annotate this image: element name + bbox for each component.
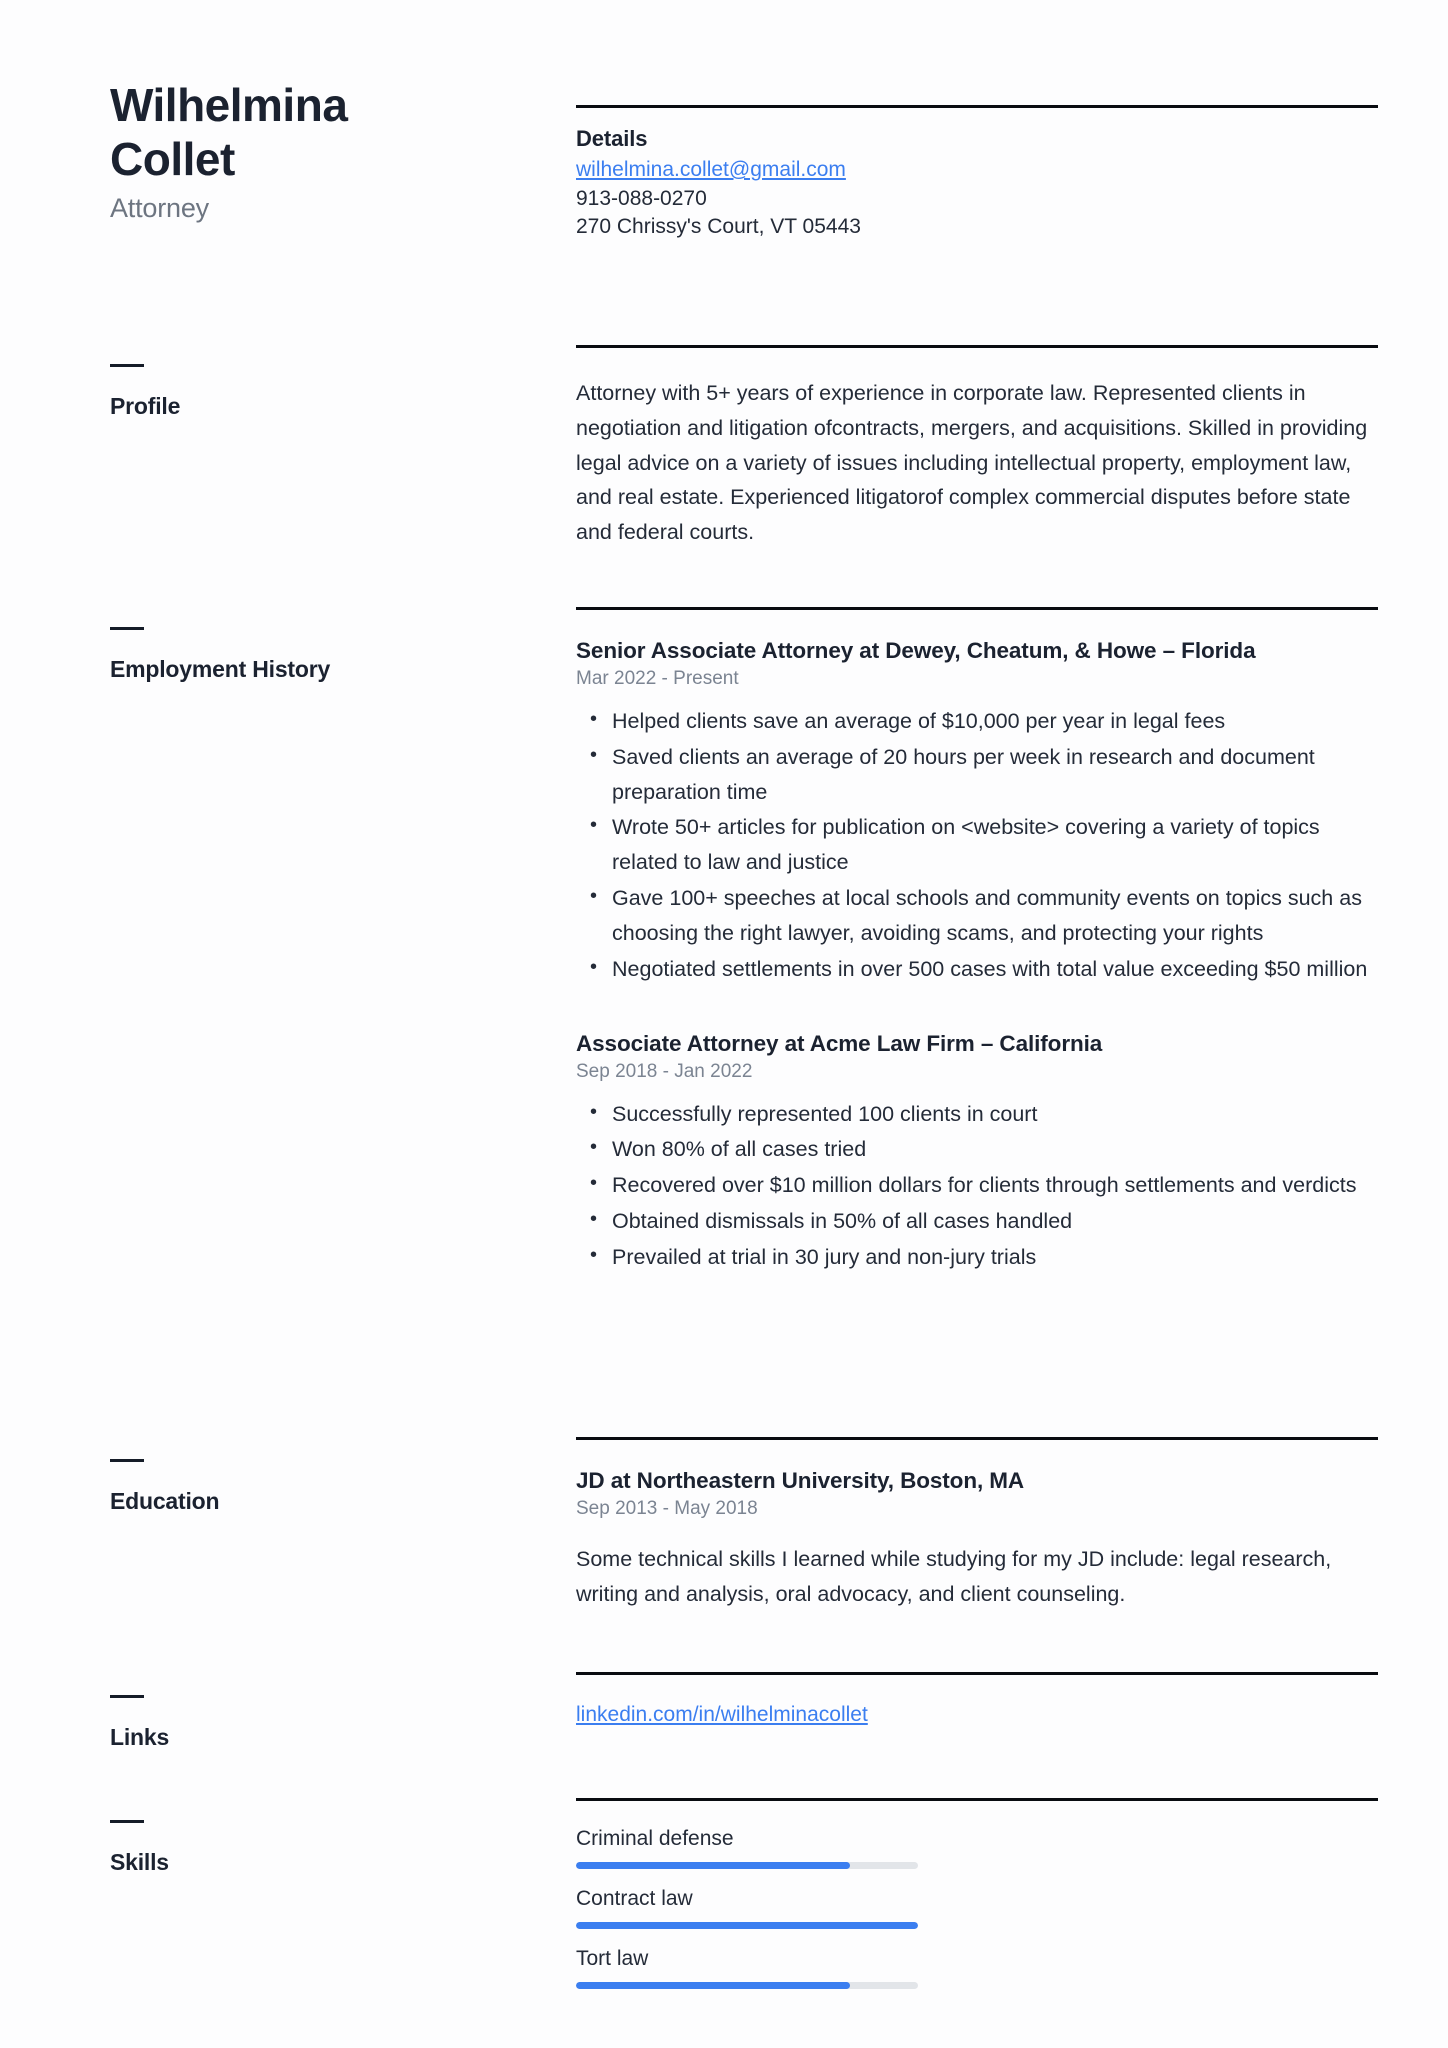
skill-label: Criminal defense xyxy=(576,1827,734,1850)
section-divider xyxy=(576,607,1378,610)
list-item: • Negotiated settlements in over 500 cases with total value exceeding $50 million xyxy=(612,952,1378,987)
list-item: • Successfully represented 100 clients in court xyxy=(612,1097,1378,1132)
candidate-role: Attorney xyxy=(110,192,209,223)
details-phone: 913-088-0270 xyxy=(576,186,707,210)
list-item: • Prevailed at trial in 30 jury and non-jury trials xyxy=(612,1240,1378,1275)
candidate-name-line-1: Wilhelmina xyxy=(110,79,348,131)
sidebar-label-profile: Profile xyxy=(110,393,181,419)
education-title: JD at Northeastern University, Boston, MA xyxy=(576,1468,1025,1493)
details-section xyxy=(576,105,1378,241)
employment-entry xyxy=(576,638,1378,987)
section-divider xyxy=(576,345,1378,348)
education-section xyxy=(576,1437,1378,1612)
resume-header xyxy=(110,78,530,224)
list-item: • Helped clients save an average of $10,000 per year in legal fees xyxy=(612,704,1378,739)
list-item: • Obtained dismissals in 50% of all cases handled xyxy=(612,1204,1378,1239)
candidate-name-line-2: Collet xyxy=(110,133,235,186)
details-title: Details xyxy=(576,126,648,151)
skill-item xyxy=(576,1947,918,1989)
job-title: Senior Associate Attorney at Dewey, Cheatum, & Howe – Florida xyxy=(576,638,1256,663)
skills-list xyxy=(576,1827,1378,1989)
sidebar-item-skills xyxy=(110,1820,510,1876)
list-item: • Gave 100+ speeches at local schools and community events on topics such as choosing the right lawyer, avoiding scams, and protecting your rights xyxy=(612,881,1378,951)
skill-progress-fill xyxy=(576,1922,918,1929)
skill-progress-fill xyxy=(576,1862,850,1869)
skill-item xyxy=(576,1887,918,1929)
section-dash-icon xyxy=(110,1459,144,1462)
section-dash-icon xyxy=(110,627,144,630)
links-section xyxy=(576,1672,1378,1730)
profile-text: Attorney with 5+ years of experience in corporate law. Represented clients in negotiation and litigation ofcontracts, mergers, and acquisitions. Skilled in providing legal advice on a variety of issues including intellectual property, employment law, and real estate. Experienced litigatorof complex commercial disputes before state and federal courts. xyxy=(576,381,1368,545)
sidebar-label-education: Education xyxy=(110,1488,220,1514)
sidebar-label-skills: Skills xyxy=(110,1849,169,1875)
profile-section xyxy=(576,345,1378,550)
linkedin-link[interactable]: linkedin.com/in/wilhelminacollet xyxy=(576,1703,868,1726)
skill-label: Tort law xyxy=(576,1947,649,1970)
skill-item xyxy=(576,1827,918,1869)
section-divider xyxy=(576,105,1378,108)
list-item: • Recovered over $10 million dollars for clients through settlements and verdicts xyxy=(612,1168,1378,1203)
list-item: • Saved clients an average of 20 hours per week in research and document preparation time xyxy=(612,740,1378,810)
skills-section xyxy=(576,1798,1378,2007)
job-date: Mar 2022 - Present xyxy=(576,668,739,689)
section-divider xyxy=(576,1798,1378,1801)
section-dash-icon xyxy=(110,364,144,367)
job-date: Sep 2018 - Jan 2022 xyxy=(576,1060,753,1082)
sidebar-item-profile xyxy=(110,364,510,420)
list-item: • Wrote 50+ articles for publication on <website> covering a variety of topics related to law and justice xyxy=(612,810,1378,880)
section-dash-icon xyxy=(110,1695,144,1698)
education-description: Some technical skills I learned while studying for my JD include: legal research, writing and analysis, oral advocacy, and client counseling. xyxy=(576,1547,1332,1606)
job-bullets xyxy=(576,704,1378,987)
details-email-row xyxy=(576,156,1378,185)
education-entry xyxy=(576,1468,1378,1612)
job-bullets xyxy=(576,1097,1378,1275)
section-dash-icon xyxy=(110,1820,144,1823)
sidebar-item-education xyxy=(110,1459,510,1515)
skill-progress-fill xyxy=(576,1982,850,1989)
skill-progress-track xyxy=(576,1862,918,1869)
employment-entry xyxy=(576,1031,1378,1275)
sidebar-label-employment-history: Employment History xyxy=(110,656,331,682)
links-list xyxy=(576,1701,1378,1730)
details-address: 270 Chrissy's Court, VT 05443 xyxy=(576,214,861,238)
candidate-name xyxy=(110,78,440,187)
skill-progress-track xyxy=(576,1982,918,1989)
section-divider xyxy=(576,1437,1378,1440)
employment-section xyxy=(576,607,1378,1276)
sidebar-item-employment-history xyxy=(110,627,510,683)
section-divider xyxy=(576,1672,1378,1675)
skill-progress-track xyxy=(576,1922,918,1929)
sidebar-item-links xyxy=(110,1695,510,1751)
sidebar-label-links: Links xyxy=(110,1724,170,1750)
job-title: Associate Attorney at Acme Law Firm – California xyxy=(576,1030,1103,1056)
education-date: Sep 2013 - May 2018 xyxy=(576,1498,758,1519)
skill-label: Contract law xyxy=(576,1887,693,1910)
email-link[interactable]: wilhelmina.collet@gmail.com xyxy=(576,158,846,181)
list-item: • Won 80% of all cases tried xyxy=(612,1132,1378,1167)
